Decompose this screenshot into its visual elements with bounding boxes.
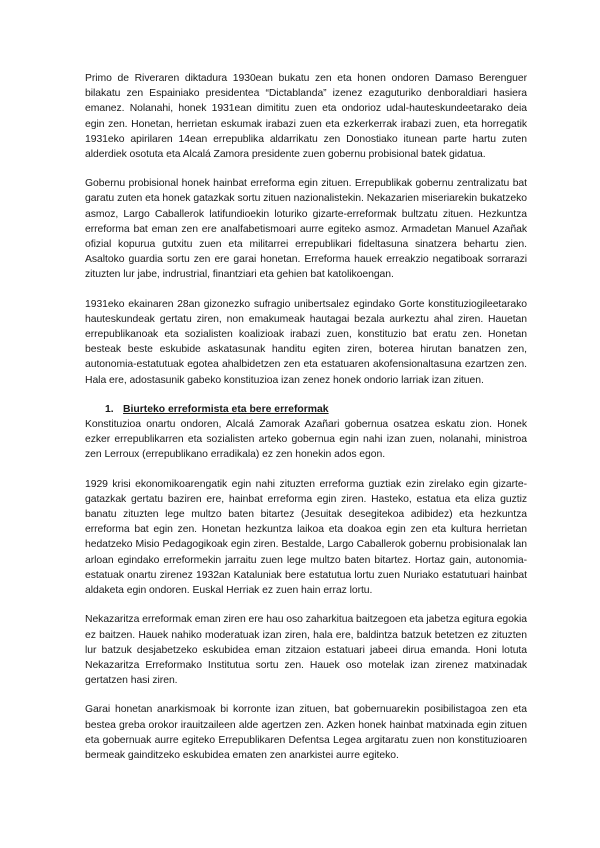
section-paragraph-agrarian: Nekazaritza erreformak eman ziren ere hau oso zaharkitua baitzegoen eta jabetza egitura egokia ez baitzen. Hauek nahiko moderatuak izan ziren, hala ere, baldintza batzuk betetzen ez zituzten lur batzuk desjabetzeko eskubidea eman zitzaion estatuari jabeei dirua emanda. Honi lotuta Nekazaritza Erreformako Institutua sortu zen. Hauek oso motelak izan zirenez matxinadak gertatzen hasi ziren. xyxy=(85,614,527,687)
section-heading xyxy=(85,402,527,417)
section-paragraph-reforms: 1929 krisi ekonomikoarengatik egin nahi zituzten erreforma guztiak ezin zirelako egin gizarte-gatazkak gertatu baziren ere, hainbat erreforma egin ziren. Hasteko, estatua eta eliza guztiz banatu zituzten lege multzo baten bitartez (Jesuitak desegitekoa adibidez) eta hezkuntza erreforma bat egin zen. Honetan hezkuntza laikoa eta doakoa egin zen eta kultura herrietan hedatzeko Misio Pedagogikoak egin ziren. Bestalde, Largo Caballerok gobernu probisionalak lan arloan egindako erreformekin jarraitu zuen lege multzo baten bitartez. Hortaz gain, autonomia-estatuak onartu zirenez 1932an Kataluniak bere estatutua lortu zuen Nuriako estatutuari hainbat aldaketa egin ondoren. Euskal Herriak ez zuen hain erraz lortu. xyxy=(85,478,527,597)
paragraph-provisional-government: Gobernu probisional honek hainbat erreforma egin zituen. Errepublikak gobernu zentralizatu bat garatu zuten eta honek gatazkak sortu zituen nazionalistekin. Nekazarien miseriarekin bukatzeko asmoz, Largo Caballerok latifundioekin loturiko gizarte-erreformak bultzatu zituen. Hezkuntza erreforma bat eman zen ere analfabetismoari aurre egiteko asmoz. Armadetan Manuel Azañak ofizial kopurua gutxitu zuen eta militarrei errepublikari fideltasuna sinatzera behartu zien. Asaltoko guardia sortu zen ere garai honetan. Erreforma hauek erreakzio negatiboak sorrarazi zituzten lur jabe, indrustrial, finantziari eta gehien bat katolikoengan. xyxy=(85,178,527,281)
section-paragraph-anarchism: Garai honetan anarkismoak bi korronte izan zituen, bat gobernuarekin posibilistagoa zen eta bestea greba orokor irauitzaileen alde agertzen zen. Azken honek hainbat matxinada egin zituen eta gobernuak aurre egiteko Errepublikaren Defentsa Legea argitaratu zuen non konstituzioaren bermeak gainditzeko eskubidea ematen zen anarkistei aurre egiteko. xyxy=(85,704,527,761)
paragraph-constitution: 1931eko ekainaren 28an gizonezko sufragio unibertsalez egindako Gorte konstituziogileetarako hauteskundeak gertatu ziren, non emakumeak hautagai bezala aurkeztu ahal ziren. Hauetan errepublikanoak eta sozialisten koalizioak irabazi zuen, konstituzio bat eratu zen. Honetan besteak beste eskubide askatasunak handitu egiten ziren, boterea hirutan banatzen zen, autonomia-estatutuak egotea ahalbidetzen zen eta estatuaren akofensionaltasuna ezartzen zen. Hala ere, adostasunik gabeko konstituzioa izan zenez honek ondorio larriak izan zituen. xyxy=(85,298,527,386)
section-title: Biurteko erreformista eta bere erreformak xyxy=(123,403,329,415)
section-number: 1. xyxy=(105,403,114,415)
section-paragraph-government: Konstituzioa onartu ondoren, Alcalá Zamorak Azañari gobernua osatzea eskatu zion. Honek ezker errepublikarren eta sozialisten arteko gobernua egin nahi izan zuen, nolanahi, ministroa zen Lerroux (errepublikano erradikala) ez zen honekin ados egon. xyxy=(85,419,527,461)
paragraph-intro: Primo de Riveraren diktadura 1930ean bukatu zen eta honen ondoren Damaso Berenguer bilakatu zen Espainiako presidentea “Dictablanda” izenez ezaguturiko denboraldiari hasiera emanez. Nolanahi, honek 1931ean dimititu zuen eta ondorioz udal-hauteskundeetarako deia egin zen. Honetan, herrietan eskumak irabazi zuen eta ezkerkerrak irabazi zuen, eta horregatik 1931eko apirilaren 14ean errepublika aldarrikatu zen Donostiako itunean parte hartu zuten alderdiek osotuta eta Alcalá Zamora presidente zuen gobernu probisional batek gidatua. xyxy=(85,73,527,161)
